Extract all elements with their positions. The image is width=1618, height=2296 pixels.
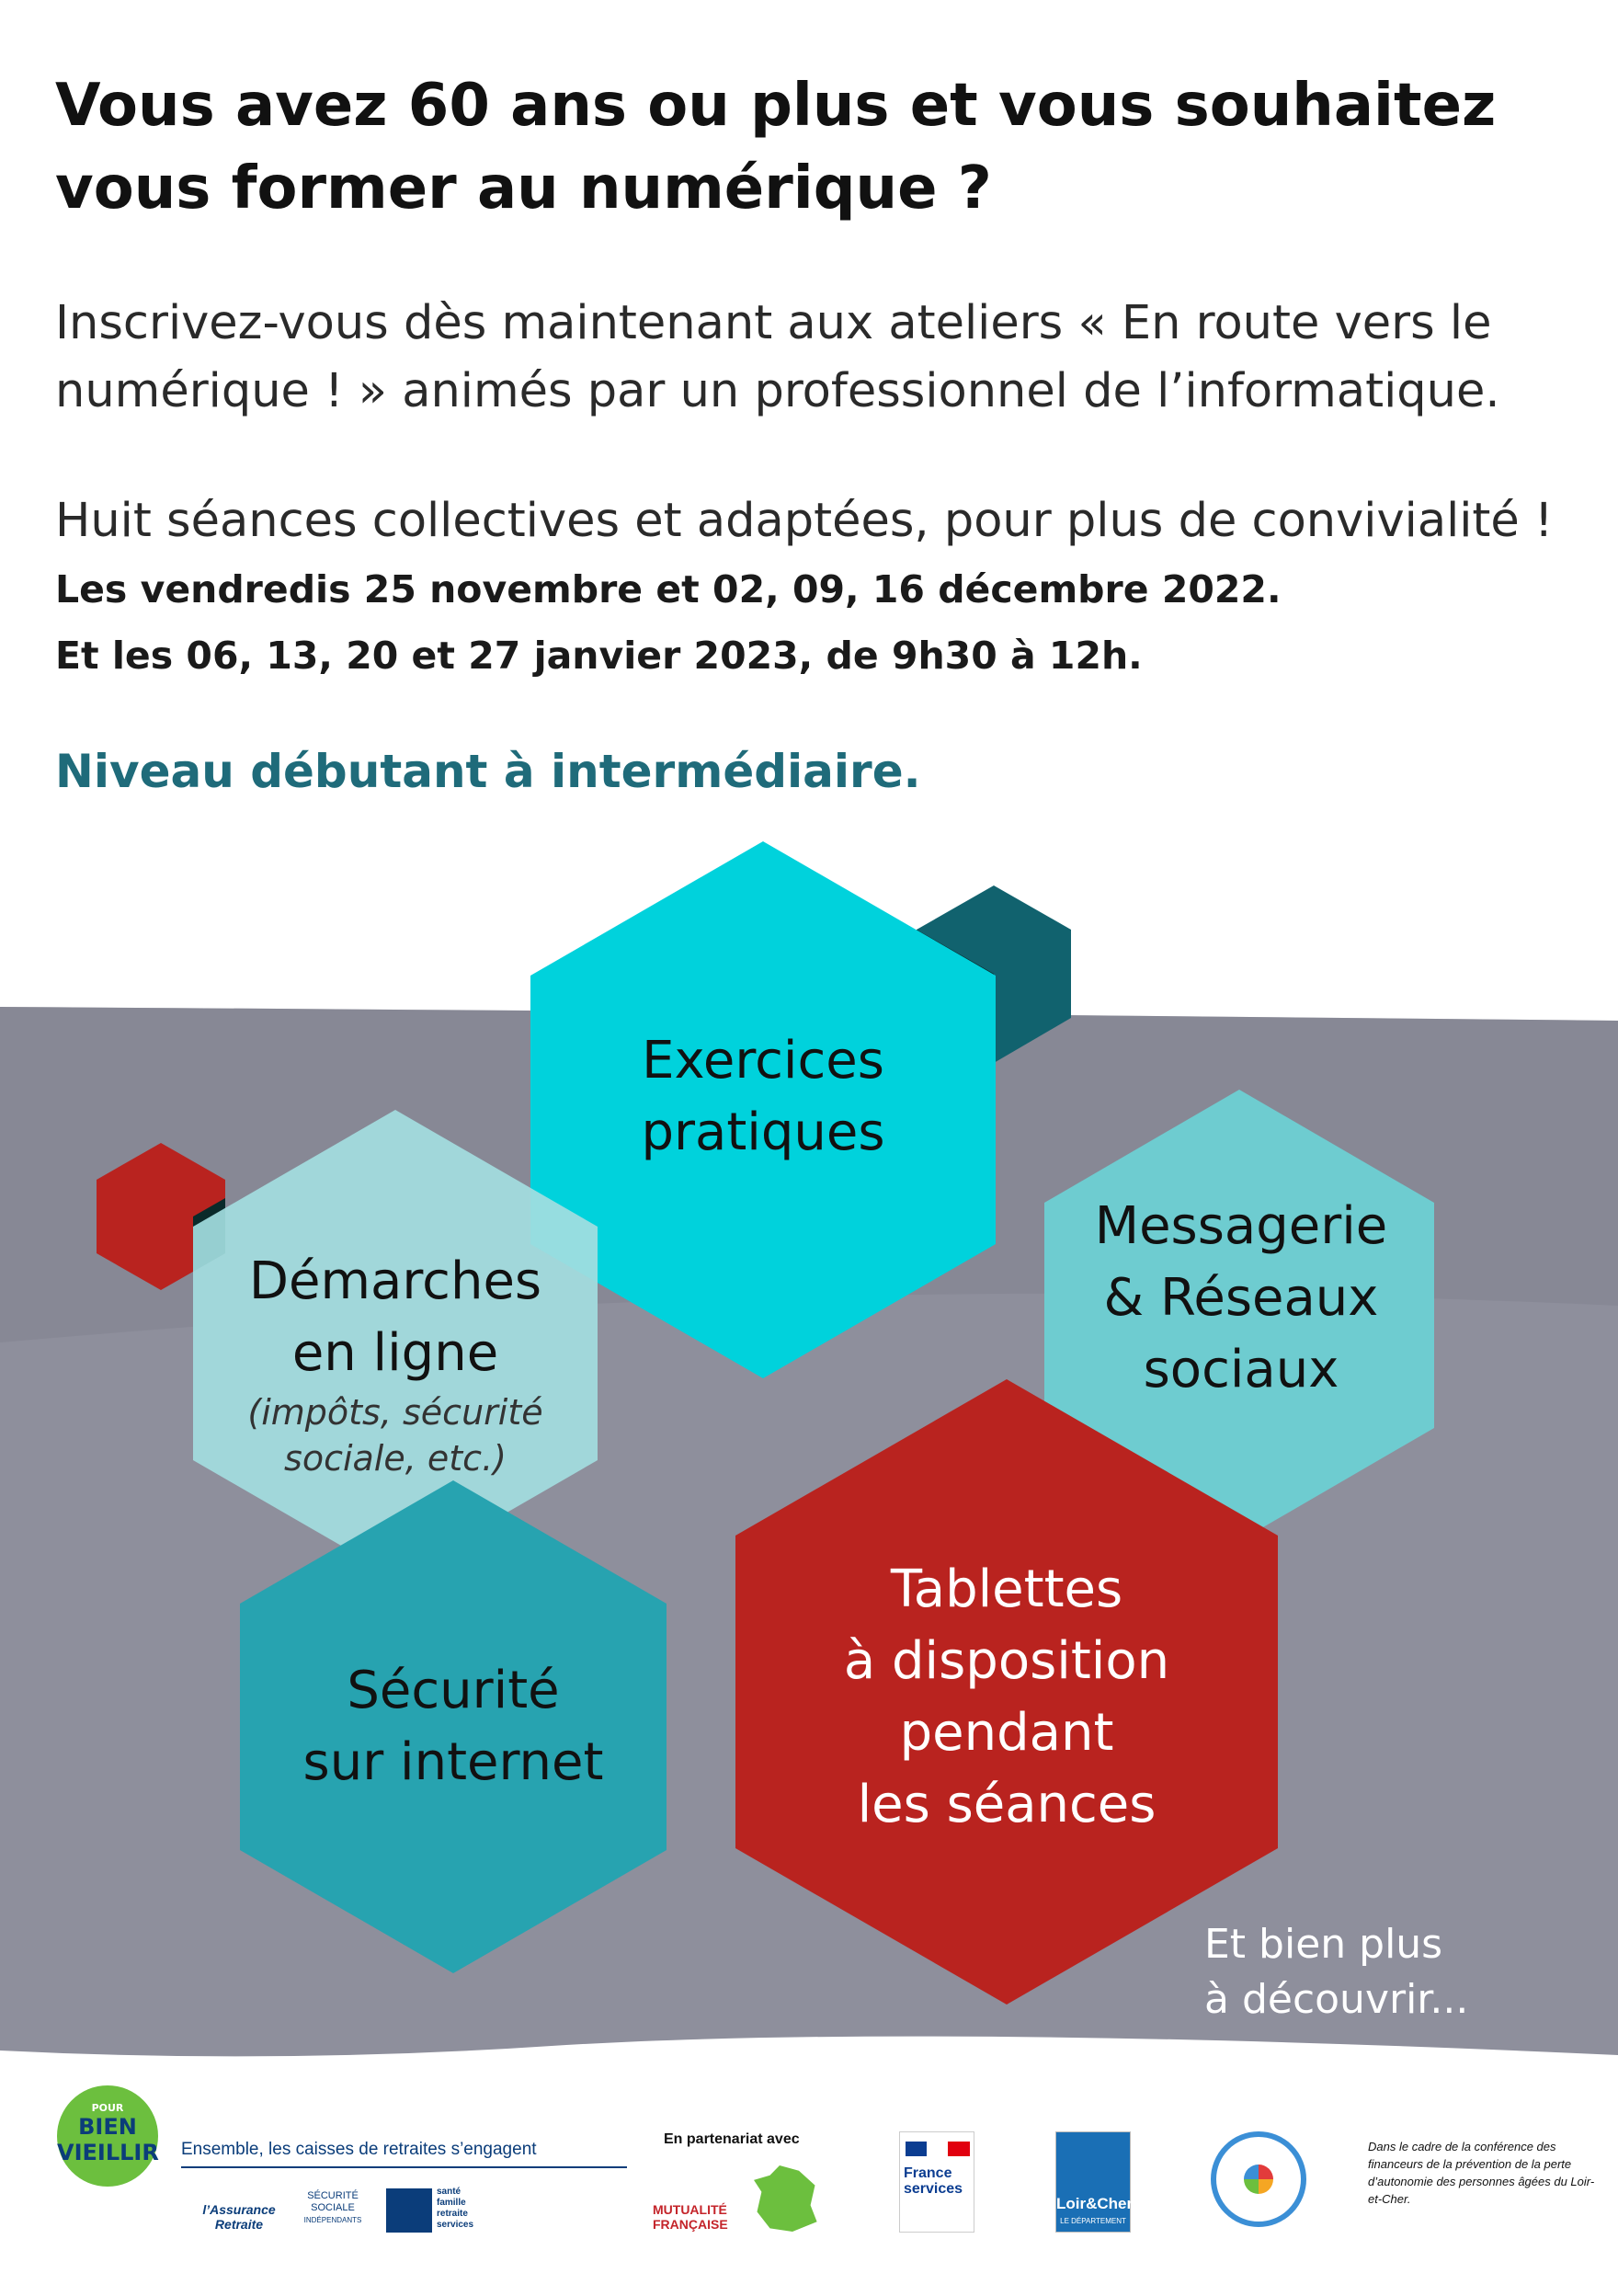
loir-cher-sub: LE DÉPARTEMENT xyxy=(1060,2217,1126,2225)
msa-line-4: services xyxy=(437,2220,474,2230)
demarches-label xyxy=(198,1246,593,1481)
intro-line-2: numérique ! » animés par un professionnel de l’informatique. xyxy=(55,364,1500,418)
logo-line-3: VIEILLIR xyxy=(57,2140,159,2165)
more-line-2: à découvrir... xyxy=(1204,1976,1469,2023)
tablettes-line-1: Tablettes xyxy=(890,1559,1123,1619)
dates-line-1: Les vendredis 25 novembre et 02, 09, 16 décembre 2022. xyxy=(55,567,1282,611)
loir-et-cher-logo xyxy=(1055,2131,1134,2233)
session-dates xyxy=(55,556,1600,689)
ssi-line-2: SOCIALE xyxy=(311,2202,355,2213)
tablettes-line-2: à disposition xyxy=(843,1631,1170,1691)
demarches-line-1: Démarches xyxy=(248,1251,542,1311)
ssi-line-3: INDÉPENDANTS xyxy=(303,2216,362,2224)
loir-cher-title: Loir&Cher xyxy=(1056,2195,1134,2212)
more-text xyxy=(1204,1917,1468,2028)
mutualite-francaise-logo xyxy=(653,2202,728,2232)
ssi-logo xyxy=(296,2190,370,2226)
securite-label xyxy=(251,1655,655,1799)
msa-line-1: santé xyxy=(437,2187,461,2197)
mutualite-line-1: MUTUALITÉ xyxy=(653,2202,727,2217)
securite-line-2: sur internet xyxy=(302,1732,604,1792)
assurance-retraite-logo: l’Assurance Retraite xyxy=(202,2202,276,2232)
headline xyxy=(55,64,1581,230)
messagerie-line-3: sociaux xyxy=(1143,1340,1339,1399)
partner-label: En partenariat avec xyxy=(664,2131,800,2147)
sessions-text: Huit séances collectives et adaptées, pour plus de convivialité ! xyxy=(55,494,1554,548)
tablettes-line-4: les séances xyxy=(857,1775,1157,1834)
france-services-logo xyxy=(899,2131,974,2233)
engage-divider xyxy=(181,2166,627,2168)
france-services-line-2: services xyxy=(904,2181,963,2197)
tablettes-label xyxy=(786,1554,1227,1841)
messagerie-line-1: Messagerie xyxy=(1094,1196,1388,1256)
messagerie-label xyxy=(1057,1191,1425,1406)
securite-line-1: Sécurité xyxy=(347,1661,560,1720)
logo-line-1: POUR xyxy=(91,2102,124,2114)
msa-line-2: famille xyxy=(437,2198,466,2208)
logo-line-2: BIEN xyxy=(78,2114,137,2140)
msa-text xyxy=(437,2187,492,2231)
level-text: Niveau débutant à intermédiaire. xyxy=(55,745,921,798)
france-services-line-1: France xyxy=(904,2165,952,2181)
conference-note: Dans le cadre de la conférence des financeurs de la prévention de la perte d’autonomie des personnes âgées du Loir-et-Cher. xyxy=(1368,2140,1595,2206)
tablettes-line-3: pendant xyxy=(899,1703,1114,1763)
bien-vieillir-logo xyxy=(57,2085,158,2187)
intro-line-1: Inscrivez-vous dès maintenant aux ateliers « En route vers le xyxy=(55,296,1492,350)
exercices-line-2: pratiques xyxy=(641,1102,885,1162)
headline-line-1: Vous avez 60 ans ou plus et vous souhaitez xyxy=(55,72,1497,140)
headline-line-2: vous former au numérique ? xyxy=(55,154,992,223)
conference-financeurs-logo xyxy=(1211,2131,1306,2227)
more-line-1: Et bien plus xyxy=(1204,1921,1443,1968)
exercices-line-1: Exercices xyxy=(642,1031,884,1091)
msa-line-3: retraite xyxy=(437,2209,468,2219)
messagerie-line-2: & Réseaux xyxy=(1103,1268,1379,1328)
intro-text xyxy=(55,290,1600,426)
ssi-line-1: SÉCURITÉ xyxy=(307,2190,359,2201)
engage-text: Ensemble, les caisses de retraites s’engagent xyxy=(181,2140,537,2159)
demarches-sub-1: (impôts, sécurité xyxy=(247,1392,543,1433)
dates-line-2: Et les 06, 13, 20 et 27 janvier 2023, de 9h30 à 12h. xyxy=(55,634,1143,678)
france-flag-icon xyxy=(906,2142,970,2156)
msa-logo xyxy=(386,2188,432,2233)
exercices-label xyxy=(579,1025,947,1169)
demarches-sub-2: sociale, etc.) xyxy=(284,1438,507,1479)
conference-emblem-icon xyxy=(1244,2165,1273,2194)
demarches-line-2: en ligne xyxy=(291,1323,499,1383)
mutualite-line-2: FRANÇAISE xyxy=(653,2217,728,2232)
